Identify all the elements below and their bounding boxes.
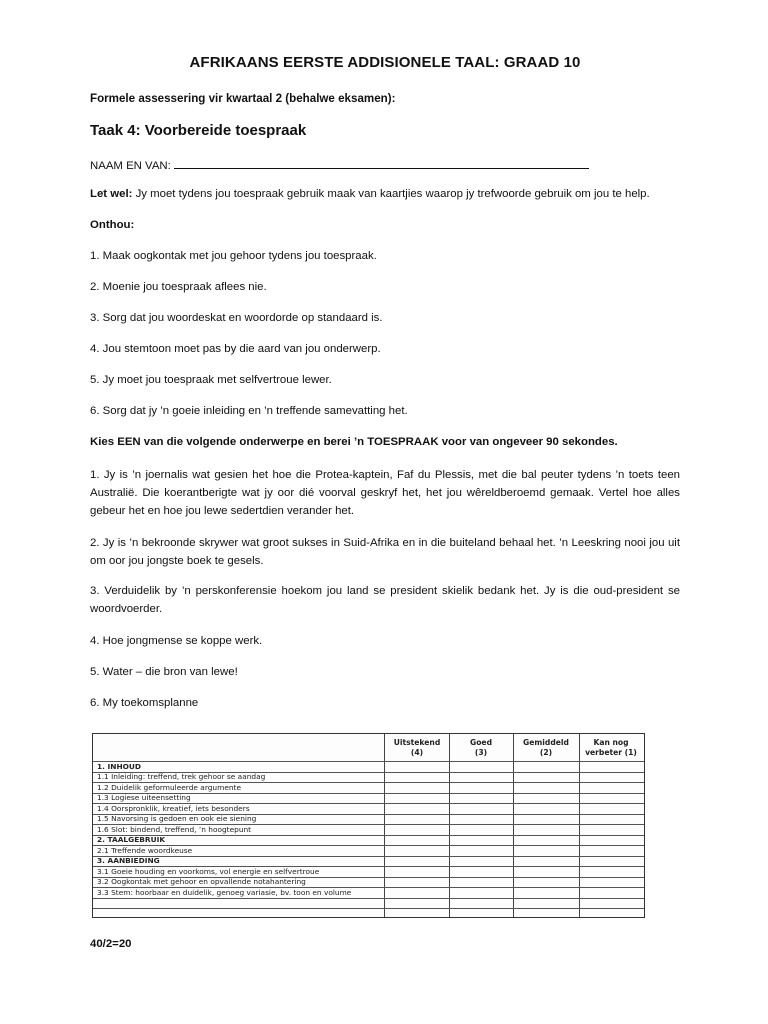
score-formula: 40/2=20 [90, 938, 132, 950]
rubric-row-label: 1.5 Navorsing is gedoen en ook eie siening [97, 814, 257, 823]
rubric-row-label: 3.3 Stem: hoorbaar en duidelik, genoeg variasie, bv. toon en volume [97, 887, 352, 897]
rubric-section-content: 1. INHOUD [97, 761, 142, 771]
name-field-row [90, 157, 690, 172]
topic-item: 6. My toekomsplanne [90, 697, 199, 709]
topic-item: 4. Hoe jongmense se koppe werk. [90, 635, 263, 647]
rule-item: 5. Jy moet jou toespraak met selfvertroue lewer. [90, 374, 332, 386]
rubric-row-label: 1.4 Oorspronklik, kreatief, iets besonders [97, 803, 250, 813]
rubric-header-line: (3) [474, 748, 488, 757]
rubric-header-line: Uitstekend [393, 738, 441, 747]
rubric-section-language: 2. TAALGEBRUIK [97, 835, 166, 844]
rubric-row-label: 3.2 Oogkontak met gehoor en opvallende notahantering [97, 877, 306, 886]
rubric-header-line: (4) [410, 748, 424, 757]
rule-item: 3. Sorg dat jou woordeskat en woordorde op standaard is. [90, 312, 383, 324]
rubric-header-good [449, 738, 513, 758]
rubric-header-line: Kan nog [593, 738, 629, 747]
name-label: NAAM EN VAN: [90, 160, 171, 172]
rubric-header-average [513, 738, 579, 758]
assessment-subtitle: Formele assessering vir kwartaal 2 (behalwe eksamen): [90, 92, 396, 105]
rubric-header-line: verbeter (1) [585, 748, 637, 757]
rubric-row-label: 1.3 Logiese uiteensetting [97, 793, 191, 802]
remember-heading: Onthou: [90, 219, 135, 231]
rubric-table [92, 733, 645, 918]
note-text: Jy moet tydens jou toespraak gebruik maak van kaartjies waarop jy trefwoorde gebruik om jou te help. [132, 188, 650, 200]
rubric-row-label: 1.6 Slot: bindend, treffend, ’n hoogtepunt [97, 824, 252, 834]
rubric-header-line: Gemiddeld [523, 738, 569, 747]
topic-item: 3. Verduidelik by ’n perskonferensie hoekom jou land se president skielik bedank het. Jy is die oud-president se woordvoerder. [90, 585, 680, 615]
rule-item: 4. Jou stemtoon moet pas by die aard van jou onderwerp. [90, 343, 381, 355]
rubric-row-label: 2.1 Treffende woordkeuse [97, 845, 193, 855]
topic-item: 5. Water – die bron van lewe! [90, 666, 238, 678]
rubric-header-improve [579, 738, 643, 758]
task-heading: Taak 4: Voorbereide toespraak [90, 122, 307, 139]
rubric-section-presentation: 3. AANBIEDING [97, 856, 160, 865]
topic-item: 2. Jy is ’n bekroonde skrywer wat groot sukses in Suid-Afrika en in die buiteland behaal het. ’n Leeskring nooi jou uit om oor jou jongste boek te gesels. [90, 537, 680, 567]
rubric-row-label: 3.1 Goeie houding en voorkoms, vol energie en selfvertroue [97, 866, 320, 876]
rubric-row-divider [93, 908, 644, 909]
rule-item: 2. Moenie jou toespraak aflees nie. [90, 281, 267, 293]
rubric-header-line: (2) [539, 748, 553, 757]
rubric-header-line: Goed [469, 738, 493, 747]
rule-item: 1. Maak oogkontak met jou gehoor tydens jou toespraak. [90, 250, 377, 262]
topic-item: 1. Jy is ’n joernalis wat gesien het hoe die Protea-kaptein, Faf du Plessis, met die bal peuter tydens ’n toets teen Australië. Die koerantberigte wat jy oor dié voorval geskryf het, het jou wêreldberoemd gemaak. Vertel hoe alles gebeur het en hoe jou lewe sedertdien verander het. [90, 469, 680, 517]
note-paragraph [90, 188, 690, 200]
rubric-row-label: 1.1 Inleiding: treffend, trek gehoor se aandag [97, 772, 266, 781]
document-title: AFRIKAANS EERSTE ADDISIONELE TAAL: GRAAD 10 [189, 54, 581, 71]
note-label: Let wel: [90, 188, 133, 200]
rubric-header-excellent [385, 738, 449, 758]
instruction-text: Kies EEN van die volgende onderwerpe en berei ’n TOESPRAAK voor van ongeveer 90 sekondes. [90, 436, 618, 448]
name-blank-line [174, 157, 589, 169]
rubric-row-label: 1.2 Duidelik geformuleerde argumente [97, 782, 241, 792]
rule-item: 6. Sorg dat jy ’n goeie inleiding en ’n treffende samevatting het. [90, 405, 408, 417]
